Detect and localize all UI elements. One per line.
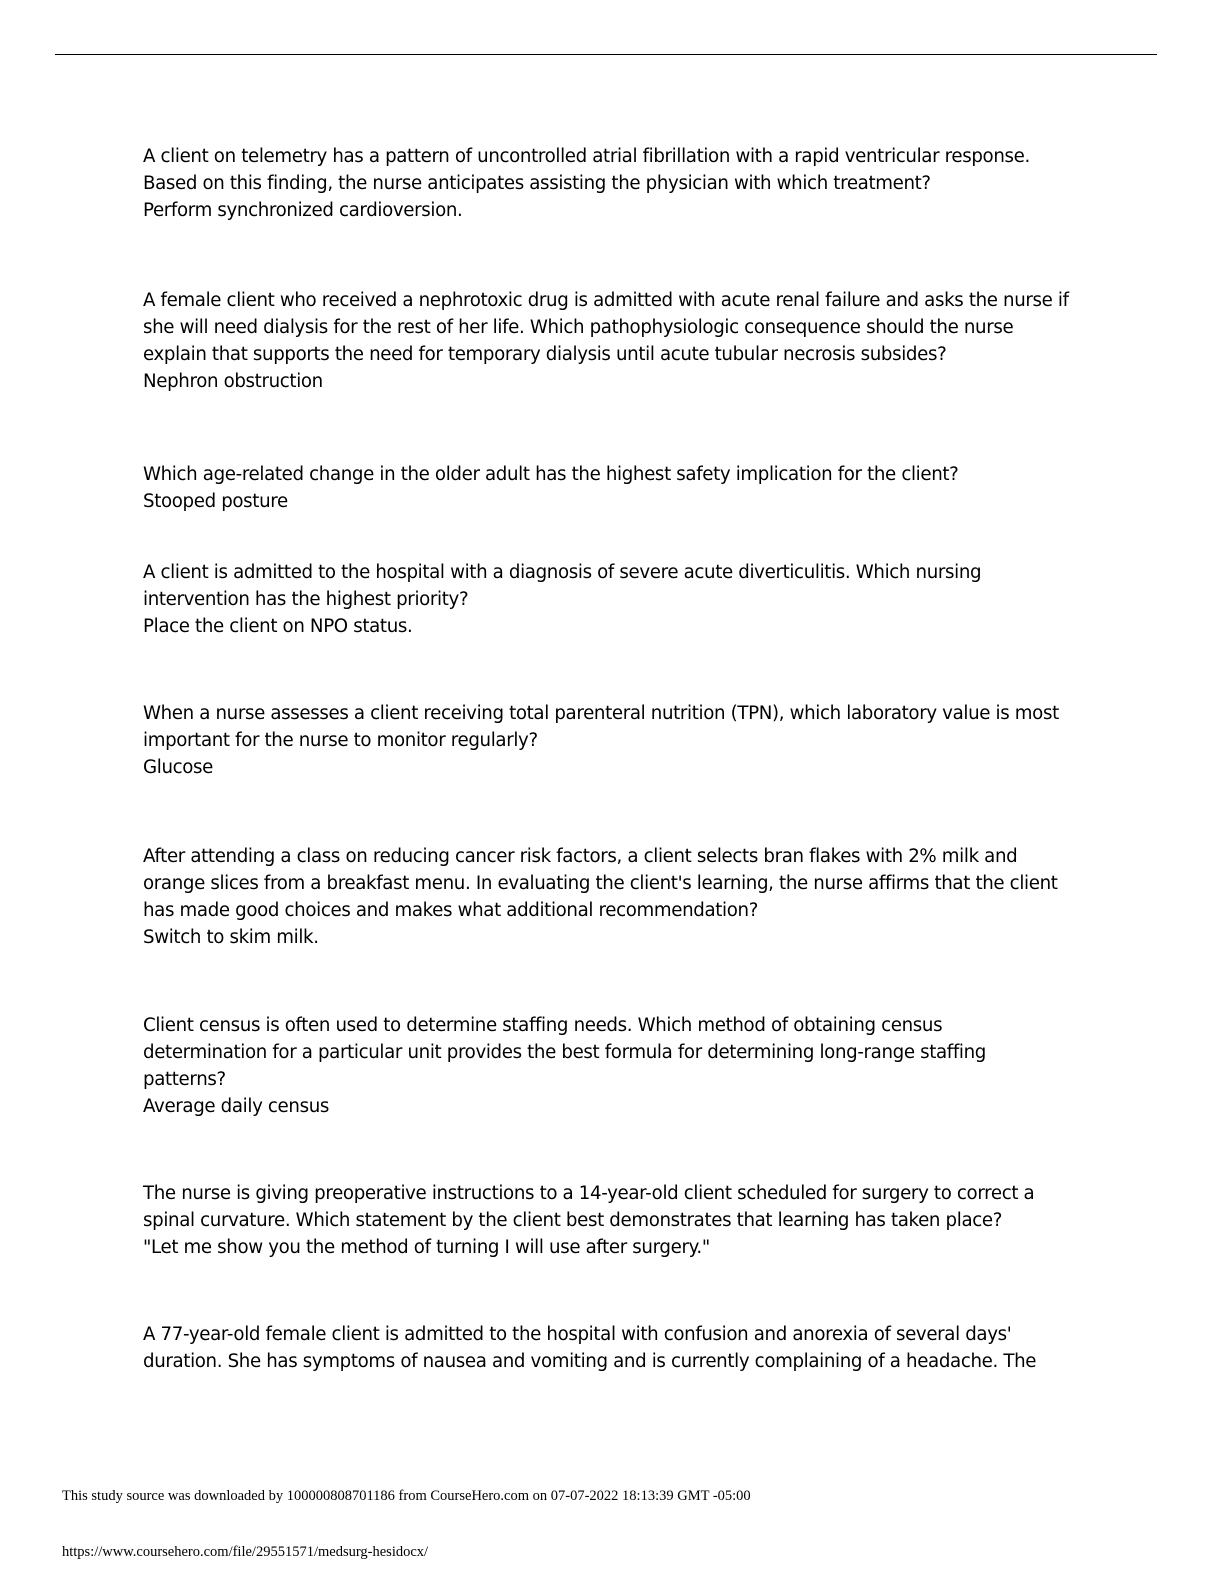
qa-item [143,843,1073,951]
question-text: Which age-related change in the older adult has the highest safety implication for the client? [143,464,959,485]
qa-item [143,1180,1073,1261]
question-text: A female client who received a nephrotoxic drug is admitted with acute renal failure and asks the nurse if she will need dialysis for the rest of her life. Which pathophysiologic consequence should the nurse explain that supports the need for temporary dialysis until acute tubular necrosis subsides? [143,290,1069,365]
answer-text: Glucose [143,757,214,778]
download-notice: This study source was downloaded by 100000808701186 from CourseHero.com on 07-07-2022 18:13:39 GMT -05:00 [62,1488,751,1504]
question-text: After attending a class on reducing cancer risk factors, a client selects bran flakes with 2% milk and orange slices from a breakfast menu. In evaluating the client's learning, the nurse affirms that the client has made good choices and makes what additional recommendation? [143,846,1058,921]
header-rule [55,54,1157,55]
question-text: A 77-year-old female client is admitted to the hospital with confusion and anorexia of several days' duration. She has symptoms of nausea and vomiting and is currently complaining of a headache. The [143,1324,1037,1372]
answer-text: Switch to skim milk. [143,927,319,948]
answer-text: "Let me show you the method of turning I will use after surgery." [143,1237,710,1258]
question-text: A client on telemetry has a pattern of uncontrolled atrial fibrillation with a rapid ventricular response. Based on this finding, the nurse anticipates assisting the physician with which treatment? [143,146,1030,194]
qa-item [143,287,1078,395]
qa-item [143,461,1073,515]
question-text: The nurse is giving preoperative instructions to a 14-year-old client scheduled for surgery to correct a spinal curvature. Which statement by the client best demonstrates that learning has taken place? [143,1183,1035,1231]
answer-text: Average daily census [143,1096,330,1117]
question-text: When a nurse assesses a client receiving total parenteral nutrition (TPN), which laboratory value is most important for the nurse to monitor regularly? [143,703,1059,751]
question-text: Client census is often used to determine staffing needs. Which method of obtaining census determination for a particular unit provides the best formula for determining long-range staffing patterns? [143,1015,986,1090]
answer-text: Nephron obstruction [143,371,323,392]
answer-text: Perform synchronized cardioversion. [143,200,463,221]
answer-text: Stooped posture [143,491,288,512]
source-url[interactable]: https://www.coursehero.com/file/29551571/medsurg-hesidocx/ [62,1544,429,1560]
qa-item [143,1321,1073,1375]
question-text: A client is admitted to the hospital with a diagnosis of severe acute diverticulitis. Which nursing intervention has the highest priority? [143,562,982,610]
qa-item [143,700,1073,781]
answer-text: Place the client on NPO status. [143,616,413,637]
qa-item [143,1012,1013,1120]
qa-item [143,559,1003,640]
qa-item [143,143,1073,224]
